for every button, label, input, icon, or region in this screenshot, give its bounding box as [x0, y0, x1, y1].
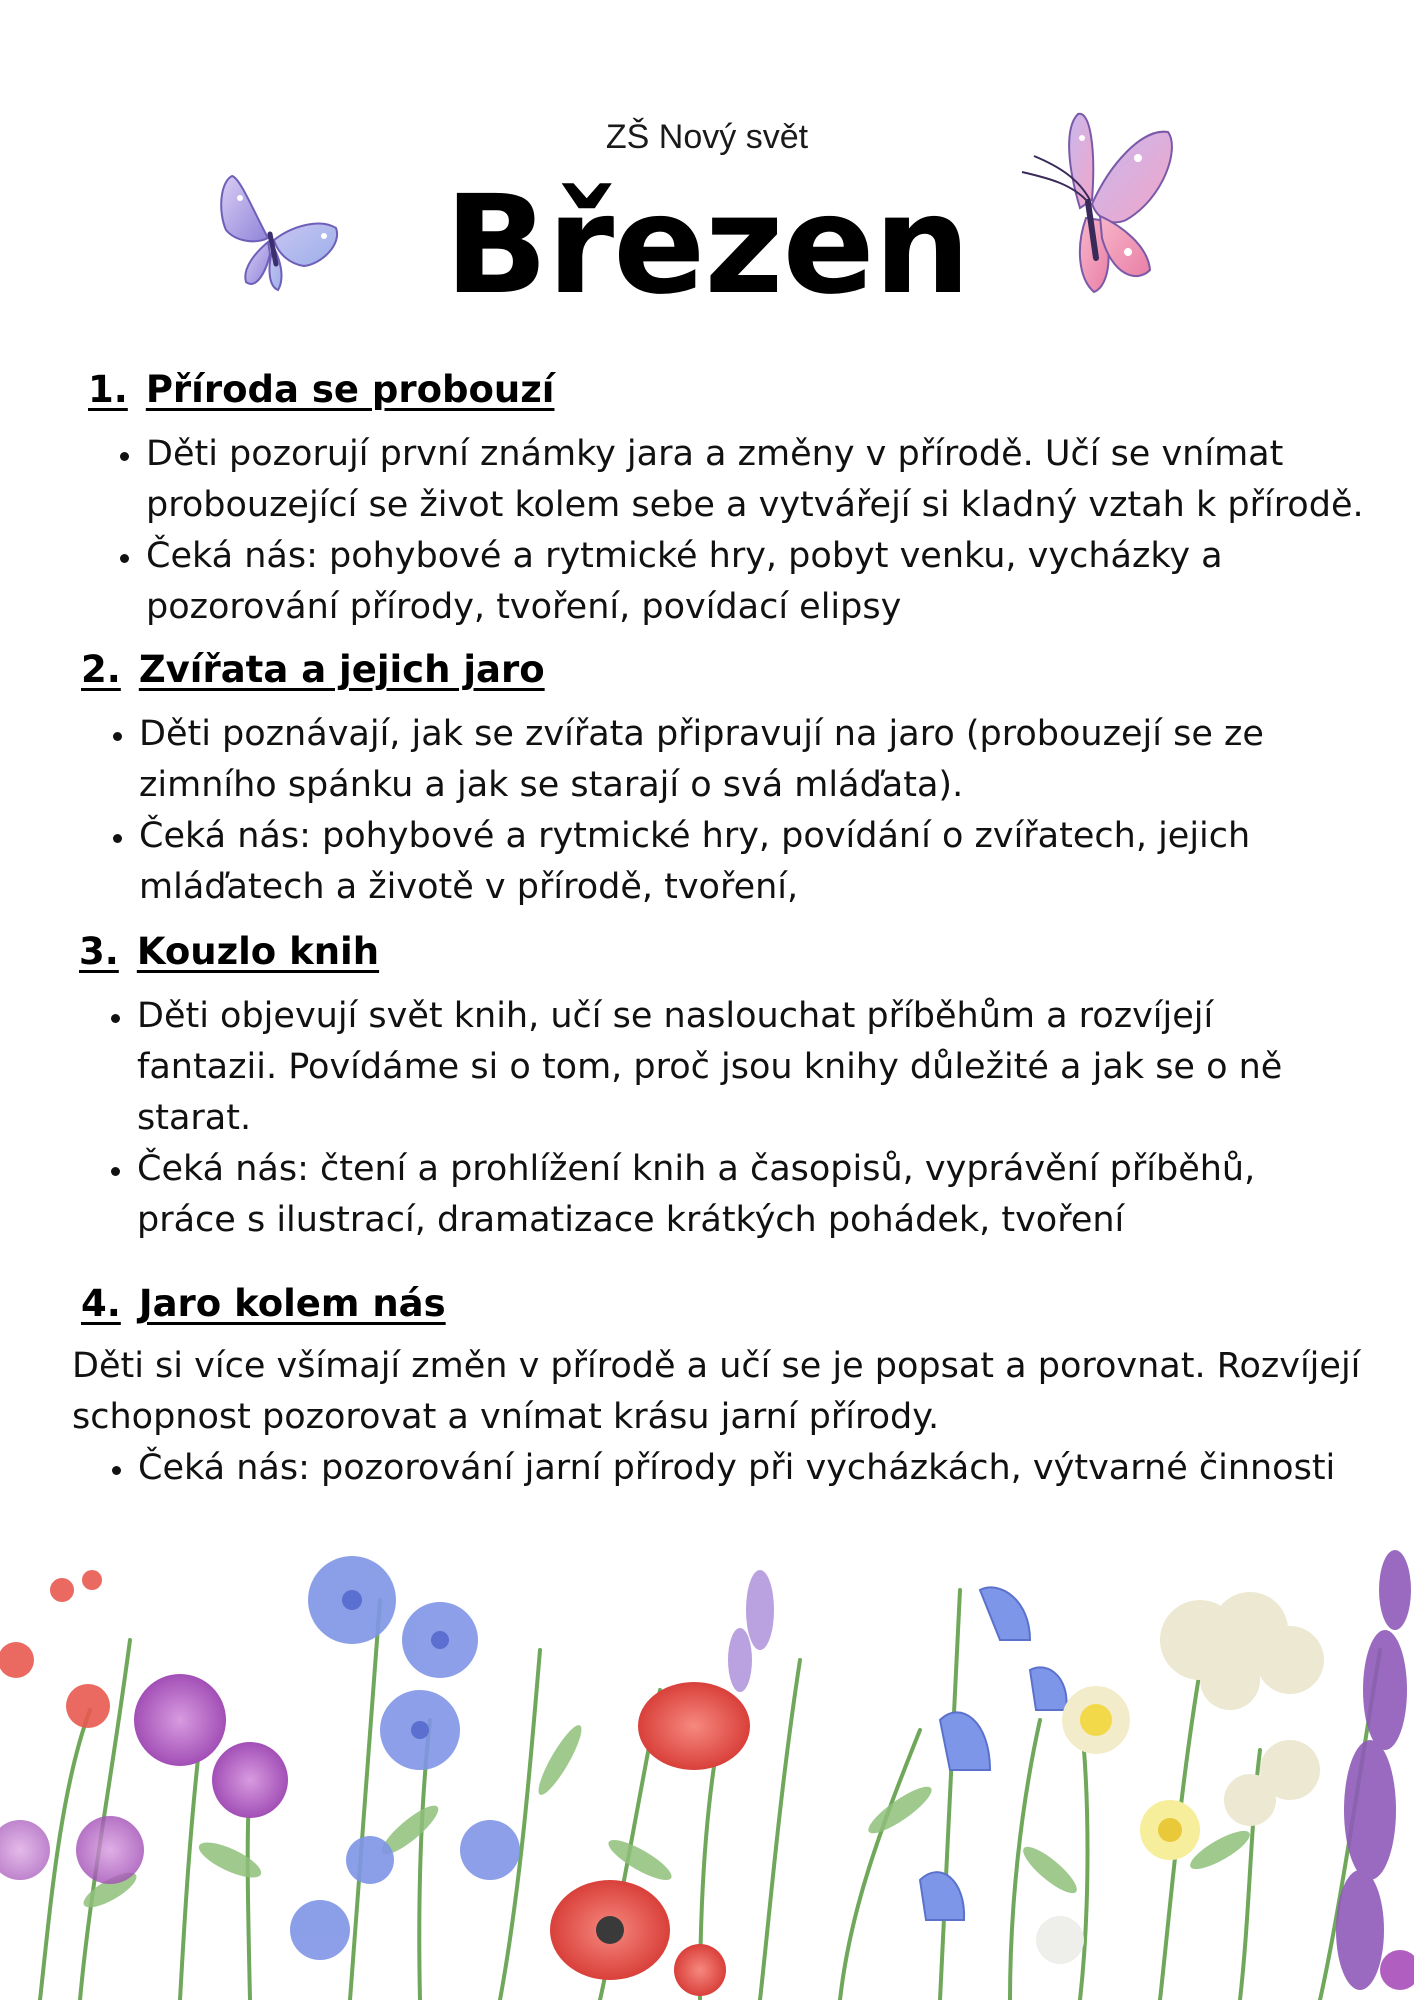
wildflower-meadow-illustration — [0, 1530, 1414, 2000]
section-3 — [79, 930, 1319, 1246]
bullet-list — [81, 709, 1321, 913]
list-item: • Děti pozorují první známky jara a změny v přírodě. Učí se vnímat probouzející se život kolem sebe a vytvářejí si kladný vztah k přírodě. — [144, 429, 1388, 531]
section-number: 1. — [88, 368, 128, 411]
list-item: • Čeká nás: pozorování jarní přírody při vycházkách, výtvarné činnosti — [136, 1443, 1372, 1494]
section-heading — [88, 368, 1388, 411]
section-title: Zvířata a jejich jaro — [138, 648, 545, 691]
section-number: 4. — [81, 1282, 121, 1325]
section-heading — [79, 930, 1319, 973]
section-number: 3. — [79, 930, 119, 973]
bullet-list — [79, 991, 1319, 1246]
list-item: • Čeká nás: pohybové a rytmické hry, pobyt venku, vycházky a pozorování přírody, tvoření, povídací elipsy — [144, 531, 1388, 633]
section-2 — [81, 648, 1321, 913]
section-title: Příroda se probouzí — [145, 368, 555, 411]
list-item: • Děti objevují svět knih, učí se naslouchat příběhům a rozvíjejí fantazii. Povídáme si o tom, proč jsou knihy důležité a jak se o ně starat. — [135, 991, 1319, 1144]
list-item: • Čeká nás: pohybové a rytmické hry, povídání o zvířatech, jejich mláďatech a životě v přírodě, tvoření, — [137, 811, 1321, 913]
section-title: Kouzlo knih — [136, 930, 380, 973]
section-paragraph: Děti si více všímají změn v přírodě a učí se je popsat a porovnat. Rozvíjejí schopnost pozorovat a vnímat krásu jarní přírody. — [72, 1346, 1361, 1437]
page-title: Březen — [444, 167, 970, 325]
butterfly-icon — [212, 168, 344, 296]
section-number: 2. — [81, 648, 121, 691]
section-heading — [81, 648, 1321, 691]
section-title: Jaro kolem nás — [138, 1282, 446, 1325]
section-heading — [81, 1282, 1372, 1325]
school-name: ZŠ Nový svět — [605, 118, 809, 156]
bullet-list — [72, 1443, 1372, 1494]
butterfly-icon — [1018, 108, 1180, 298]
bullet-list — [88, 429, 1388, 633]
section-4 — [72, 1282, 1372, 1494]
list-item: • Děti poznávají, jak se zvířata připravují na jaro (probouzejí se ze zimního spánku a jak se starají o svá mláďata). — [137, 709, 1321, 811]
list-item: • Čeká nás: čtení a prohlížení knih a časopisů, vyprávění příběhů, práce s ilustrací, dramatizace krátkých pohádek, tvoření — [135, 1144, 1319, 1246]
section-1 — [88, 368, 1388, 633]
